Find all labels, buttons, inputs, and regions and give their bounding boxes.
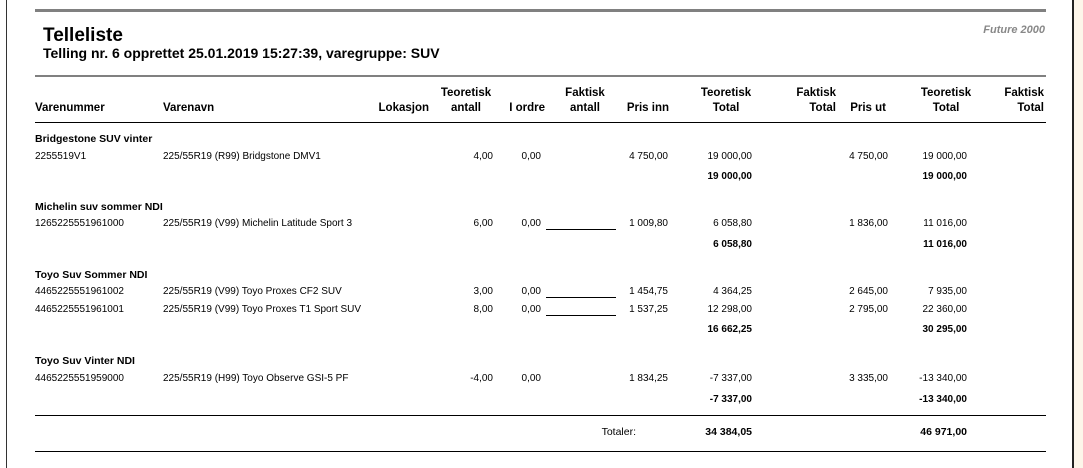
varenummer: 4465225551961002 bbox=[35, 286, 124, 297]
pris-inn: 1 537,25 bbox=[629, 304, 668, 315]
varenummer: 4465225551959000 bbox=[35, 373, 124, 384]
label: Faktisk bbox=[796, 87, 836, 99]
varenavn: 225/55R19 (V99) Toyo Proxes T1 Sport SUV bbox=[163, 304, 362, 315]
item-row bbox=[0, 286, 1083, 300]
i-ordre: 0,00 bbox=[521, 151, 541, 162]
subtotal-teor-total-inn: 6 058,80 bbox=[713, 239, 752, 250]
teoretisk-total-ut: 7 935,00 bbox=[928, 286, 967, 297]
teoretisk-total-ut: 22 360,00 bbox=[922, 304, 967, 315]
label: antall bbox=[569, 102, 601, 114]
col-faktisk-total-inn bbox=[796, 86, 836, 116]
faktisk-antall-input-line[interactable] bbox=[546, 315, 616, 316]
label: Teoretisk bbox=[920, 87, 972, 99]
subtotal-row bbox=[0, 239, 1083, 253]
item-row bbox=[0, 373, 1083, 387]
report-subtitle: Telling nr. 6 opprettet 25.01.2019 15:27:39, varegruppe: SUV bbox=[43, 45, 440, 61]
teoretisk-antall: 6,00 bbox=[473, 218, 493, 229]
pris-inn: 1 009,80 bbox=[629, 218, 668, 229]
col-faktisk-total-ut bbox=[1004, 86, 1044, 116]
teoretisk-antall: 4,00 bbox=[473, 151, 493, 162]
header-rule bbox=[35, 75, 1046, 77]
item-row bbox=[0, 151, 1083, 165]
faktisk-antall-input-line[interactable] bbox=[546, 229, 616, 230]
varenavn: 225/55R19 (V99) Toyo Proxes CF2 SUV bbox=[163, 286, 342, 297]
totals-bottom-rule bbox=[35, 451, 1046, 452]
subtotal-row bbox=[0, 324, 1083, 338]
report-title: Telleliste bbox=[43, 25, 123, 46]
brand-label: Future 2000 bbox=[983, 24, 1045, 36]
teoretisk-total-inn: 4 364,25 bbox=[713, 286, 752, 297]
subtotal-teor-total-inn: 16 662,25 bbox=[707, 324, 752, 335]
i-ordre: 0,00 bbox=[521, 286, 541, 297]
teoretisk-total-ut: 19 000,00 bbox=[922, 151, 967, 162]
subtotal-teor-total-ut: 11 016,00 bbox=[923, 239, 967, 250]
teoretisk-antall: -4,00 bbox=[470, 373, 493, 384]
label: Teoretisk bbox=[440, 87, 492, 99]
pris-inn: 1 834,25 bbox=[629, 373, 668, 384]
item-row bbox=[0, 304, 1083, 318]
columns-rule bbox=[35, 122, 1046, 123]
col-teoretisk-total-inn bbox=[694, 86, 758, 116]
pris-ut: 2 795,00 bbox=[849, 304, 888, 315]
item-row bbox=[0, 218, 1083, 232]
col-varenummer: Varenummer bbox=[35, 102, 105, 114]
label: Faktisk bbox=[1004, 87, 1044, 99]
faktisk-antall-input-line[interactable] bbox=[546, 297, 616, 298]
col-faktisk-antall bbox=[555, 86, 615, 116]
label: Total bbox=[712, 102, 740, 114]
pris-inn: 1 454,75 bbox=[629, 286, 668, 297]
label: Total bbox=[932, 102, 960, 114]
group-name: Bridgestone SUV vinter bbox=[35, 133, 153, 145]
subtotal-row bbox=[0, 394, 1083, 408]
varenavn: 225/55R19 (R99) Bridgstone DMV1 bbox=[163, 151, 321, 162]
teoretisk-total-inn: 6 058,80 bbox=[713, 218, 752, 229]
col-lokasjon: Lokasjon bbox=[378, 102, 429, 114]
varenavn: 225/55R19 (V99) Michelin Latitude Sport 3 bbox=[163, 218, 353, 229]
col-teoretisk-antall bbox=[436, 86, 496, 116]
group-header bbox=[0, 201, 1083, 215]
col-i-ordre: I ordre bbox=[509, 102, 545, 114]
i-ordre: 0,00 bbox=[521, 373, 541, 384]
totals-row bbox=[0, 426, 1083, 440]
teoretisk-antall: 3,00 bbox=[473, 286, 493, 297]
label: Total bbox=[1017, 102, 1044, 114]
pris-ut: 1 836,00 bbox=[849, 218, 888, 229]
col-pris-ut: Pris ut bbox=[850, 102, 886, 114]
teoretisk-total-inn: -7 337,00 bbox=[709, 373, 752, 384]
label: Total bbox=[809, 102, 836, 114]
group-header bbox=[0, 269, 1083, 283]
pris-inn: 4 750,00 bbox=[629, 151, 668, 162]
teoretisk-total-inn: 19 000,00 bbox=[707, 151, 752, 162]
group-header bbox=[0, 133, 1083, 147]
col-pris-inn: Pris inn bbox=[626, 102, 669, 114]
top-rule bbox=[35, 9, 1046, 12]
teoretisk-total-ut: 11 016,00 bbox=[923, 218, 967, 229]
totals-teor-total-inn: 34 384,05 bbox=[705, 426, 752, 438]
totals-teor-total-ut: 46 971,00 bbox=[920, 426, 967, 438]
teoretisk-total-ut: -13 340,00 bbox=[919, 373, 967, 384]
pris-ut: 2 645,00 bbox=[849, 286, 888, 297]
i-ordre: 0,00 bbox=[521, 218, 541, 229]
i-ordre: 0,00 bbox=[521, 304, 541, 315]
subtotal-teor-total-ut: 30 295,00 bbox=[922, 324, 967, 335]
label: Teoretisk bbox=[700, 87, 752, 99]
subtotal-teor-total-ut: 19 000,00 bbox=[922, 171, 967, 182]
col-teoretisk-total-ut bbox=[914, 86, 978, 116]
subtotal-row bbox=[0, 171, 1083, 185]
subtotal-teor-total-ut: -13 340,00 bbox=[919, 394, 967, 405]
totals-label: Totaler: bbox=[601, 426, 636, 438]
label: Faktisk bbox=[565, 87, 605, 99]
varenummer: 2255519V1 bbox=[35, 151, 87, 162]
varenummer: 1265225551961000 bbox=[35, 218, 124, 229]
col-varenavn: Varenavn bbox=[163, 102, 215, 114]
group-name: Michelin suv sommer NDI bbox=[35, 201, 163, 213]
pris-ut: 4 750,00 bbox=[849, 151, 888, 162]
group-name: Toyo Suv Sommer NDI bbox=[35, 269, 148, 281]
subtotal-teor-total-inn: -7 337,00 bbox=[709, 394, 752, 405]
teoretisk-antall: 8,00 bbox=[473, 304, 493, 315]
label: antall bbox=[450, 102, 482, 114]
subtotal-teor-total-inn: 19 000,00 bbox=[707, 171, 752, 182]
pris-ut: 3 335,00 bbox=[849, 373, 888, 384]
varenavn: 225/55R19 (H99) Toyo Observe GSI-5 PF bbox=[163, 373, 349, 384]
group-header bbox=[0, 355, 1083, 369]
totals-top-rule bbox=[35, 415, 1046, 416]
group-name: Toyo Suv Vinter NDI bbox=[35, 355, 135, 367]
varenummer: 4465225551961001 bbox=[35, 304, 124, 315]
teoretisk-total-inn: 12 298,00 bbox=[707, 304, 752, 315]
